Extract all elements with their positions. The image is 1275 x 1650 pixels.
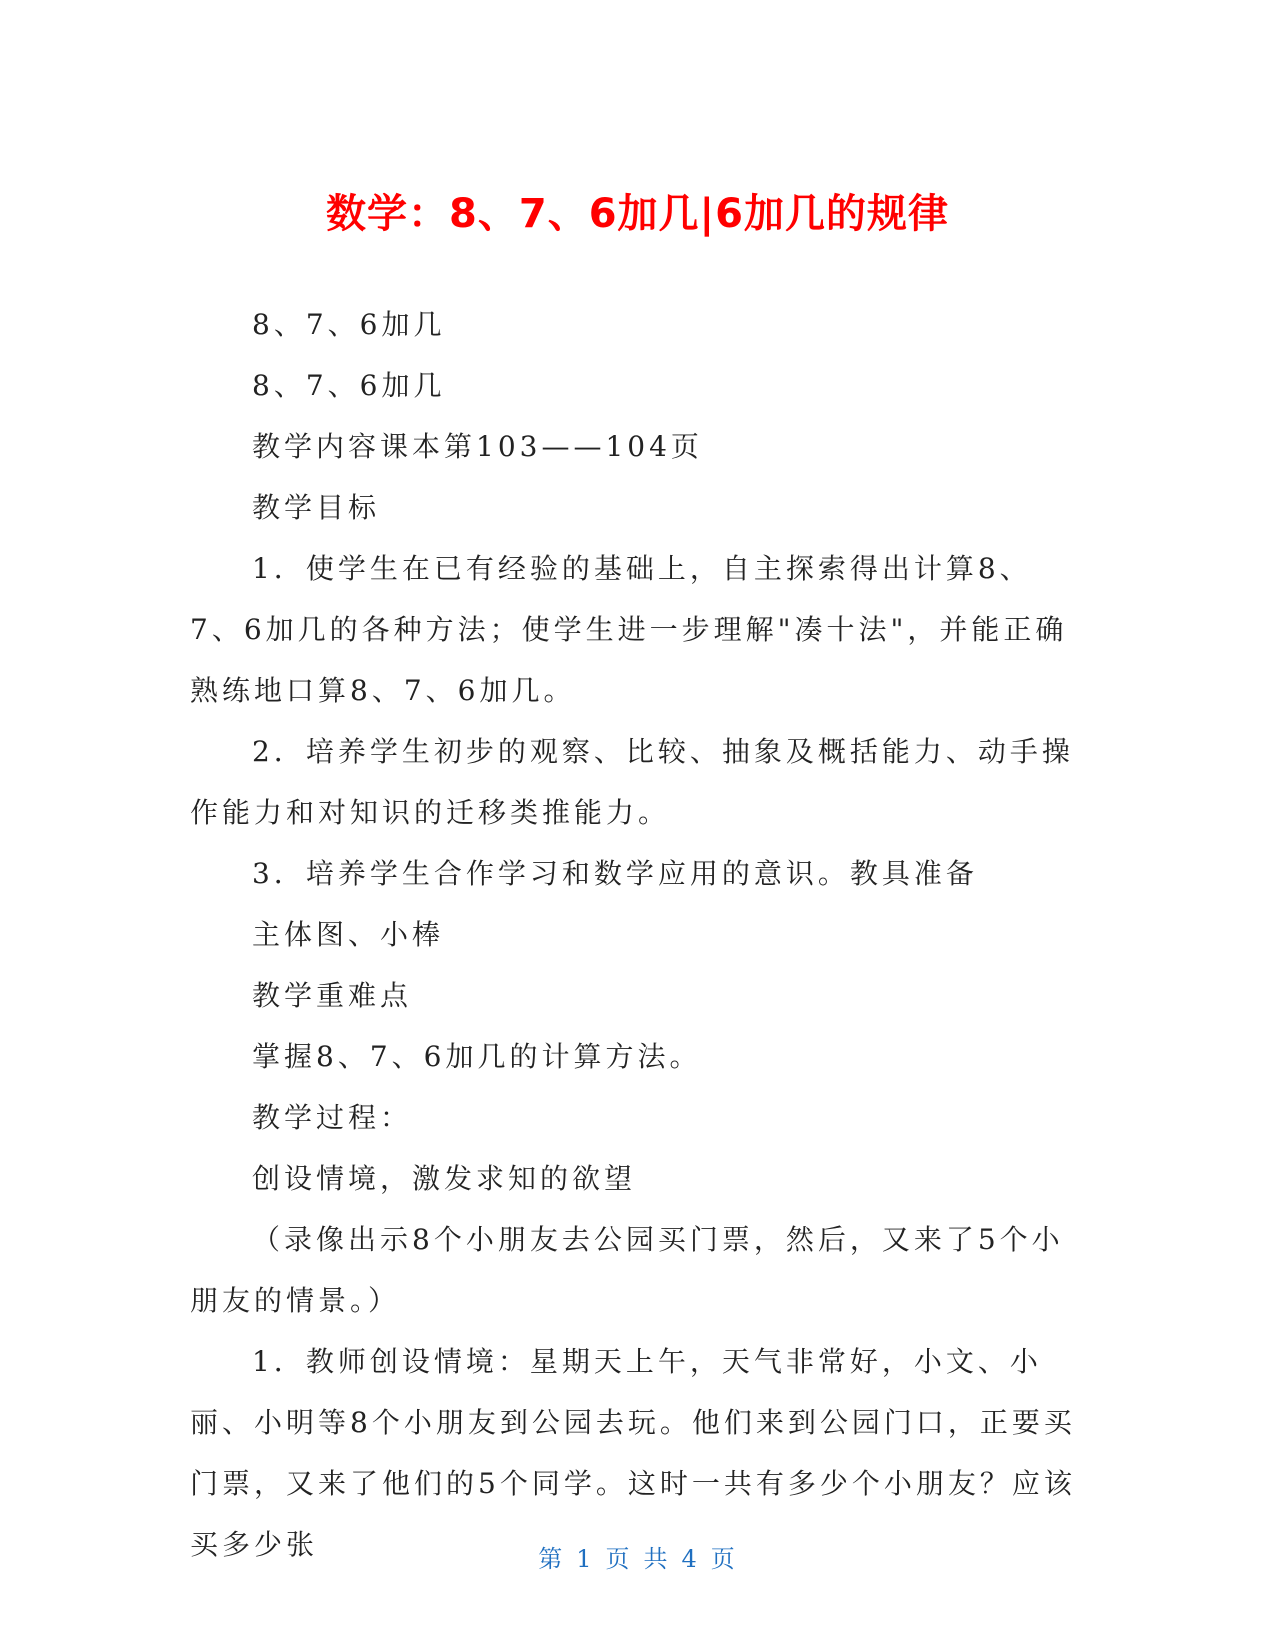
paragraph: 2．培养学生初步的观察、比较、抽象及概括能力、动手操作能力和对知识的迁移类推能力。 [190, 735, 1074, 829]
page-footer [0, 1544, 1275, 1574]
paragraph: 1．使学生在已有经验的基础上，自主探索得出计算8、7、6加几的各种方法；使学生进一步理解"凑十法"，并能正确熟练地口算8、7、6加几。 [190, 552, 1068, 707]
footer-current-page: 1 [576, 1545, 594, 1573]
paragraph: 教学重难点 [252, 979, 413, 1012]
paragraph: 创设情境，激发求知的欲望 [252, 1162, 637, 1195]
footer-page-label: 第 [538, 1545, 565, 1573]
paragraph: 教学过程： [252, 1101, 413, 1134]
document-title: 数学：8、7、6加几|6加几的规律 [326, 190, 949, 237]
paragraph: 教学目标 [252, 491, 381, 524]
paragraph: （录像出示8个小朋友去公园买门票，然后，又来了5个小朋友的情景。） [190, 1223, 1064, 1317]
paragraph: 3．培养学生合作学习和数学应用的意识。教具准备 [252, 857, 978, 890]
paragraph: 8、7、6加几 [252, 308, 446, 341]
paragraph: 1．教师创设情境：星期天上午，天气非常好，小文、小丽、小明等8个小朋友到公园去玩。他们来到公园门口，正要买门票，又来了他们的5个同学。这时一共有多少个小朋友？应该买多少张 [190, 1345, 1076, 1561]
paragraph: 掌握8、7、6加几的计算方法。 [252, 1040, 702, 1073]
footer-page-unit: 页 [605, 1545, 632, 1573]
paragraph: 教学内容课本第103——104页 [252, 430, 703, 463]
footer-total-unit: 页 [710, 1545, 737, 1573]
paragraph: 主体图、小棒 [252, 918, 445, 951]
paragraph: 8、7、6加几 [252, 369, 446, 402]
footer-total-pages: 4 [681, 1545, 699, 1573]
document-body [190, 294, 1085, 1575]
footer-total-label: 共 [643, 1545, 670, 1573]
